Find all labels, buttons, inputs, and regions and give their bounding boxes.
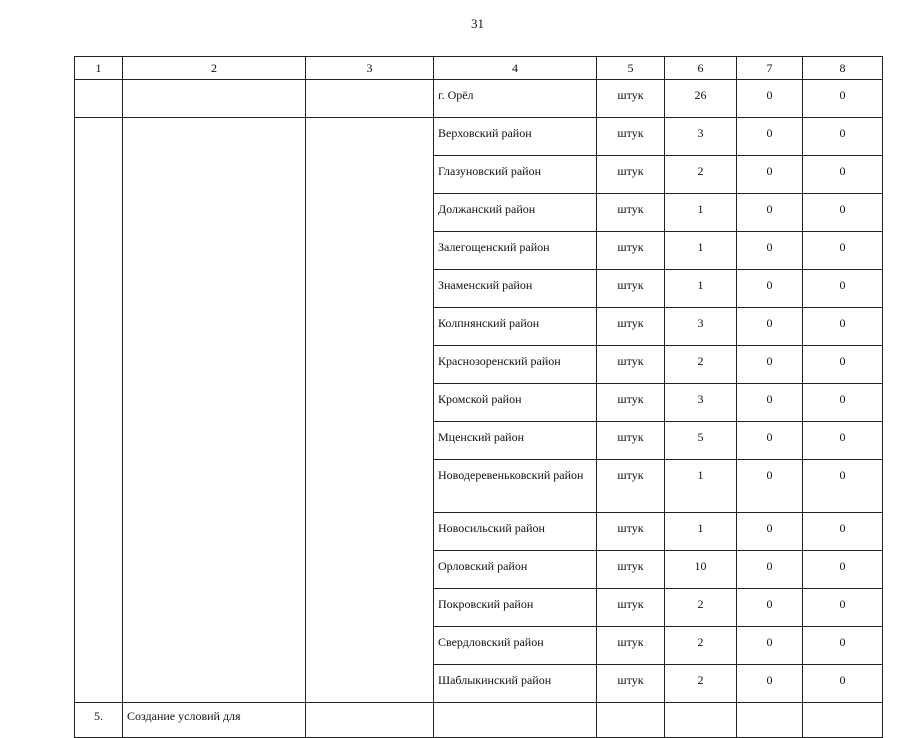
merged-blank-cell	[306, 118, 434, 703]
col8-cell: 0	[803, 118, 883, 156]
unit-cell: штук	[597, 118, 665, 156]
merged-blank-cell	[123, 118, 306, 703]
qty-cell: 2	[665, 156, 737, 194]
col8-cell: 0	[803, 460, 883, 513]
district-cell: Залегощенский район	[434, 232, 597, 270]
col8-cell: 0	[803, 232, 883, 270]
header-cell: 8	[803, 57, 883, 80]
qty-cell: 2	[665, 627, 737, 665]
unit-cell: штук	[597, 551, 665, 589]
unit-cell: штук	[597, 589, 665, 627]
blank-cell	[123, 80, 306, 118]
district-cell: Мценский район	[434, 422, 597, 460]
header-cell: 4	[434, 57, 597, 80]
qty-cell: 1	[665, 194, 737, 232]
qty-cell: 1	[665, 232, 737, 270]
unit-cell: штук	[597, 627, 665, 665]
col7-cell: 0	[737, 551, 803, 589]
qty-cell: 2	[665, 665, 737, 703]
district-cell: Орловский район	[434, 551, 597, 589]
header-cell: 2	[123, 57, 306, 80]
unit-cell: штук	[597, 308, 665, 346]
col8-cell: 0	[803, 551, 883, 589]
blank-cell	[737, 703, 803, 738]
qty-cell: 5	[665, 422, 737, 460]
header-cell: 5	[597, 57, 665, 80]
header-cell: 6	[665, 57, 737, 80]
col7-cell: 0	[737, 422, 803, 460]
unit-cell: штук	[597, 460, 665, 513]
district-cell: Новосильский район	[434, 513, 597, 551]
qty-cell: 2	[665, 589, 737, 627]
qty-cell: 1	[665, 513, 737, 551]
district-cell: Знаменский район	[434, 270, 597, 308]
qty-cell: 26	[665, 80, 737, 118]
qty-cell: 1	[665, 270, 737, 308]
blank-cell	[665, 703, 737, 738]
district-cell: Шаблыкинский район	[434, 665, 597, 703]
col8-cell: 0	[803, 346, 883, 384]
col8-cell: 0	[803, 80, 883, 118]
item-description-cell: Создание условий для	[123, 703, 306, 738]
blank-cell	[75, 80, 123, 118]
district-cell: Верховский район	[434, 118, 597, 156]
col7-cell: 0	[737, 118, 803, 156]
item-number-cell: 5.	[75, 703, 123, 738]
district-cell: Свердловский район	[434, 627, 597, 665]
header-cell: 7	[737, 57, 803, 80]
table-row	[75, 118, 883, 156]
unit-cell: штук	[597, 156, 665, 194]
qty-cell: 3	[665, 384, 737, 422]
header-cell: 3	[306, 57, 434, 80]
col7-cell: 0	[737, 665, 803, 703]
col7-cell: 0	[737, 346, 803, 384]
blank-cell	[306, 703, 434, 738]
qty-cell: 1	[665, 460, 737, 513]
district-cell: Новодеревеньковский район	[434, 460, 597, 513]
unit-cell: штук	[597, 422, 665, 460]
district-cell: Должанский район	[434, 194, 597, 232]
blank-cell	[803, 703, 883, 738]
col8-cell: 0	[803, 308, 883, 346]
col8-cell: 0	[803, 270, 883, 308]
district-cell: Глазуновский район	[434, 156, 597, 194]
col7-cell: 0	[737, 232, 803, 270]
blank-cell	[597, 703, 665, 738]
table-row	[75, 80, 883, 118]
table-row	[75, 703, 883, 738]
header-cell: 1	[75, 57, 123, 80]
col8-cell: 0	[803, 665, 883, 703]
blank-cell	[306, 80, 434, 118]
col8-cell: 0	[803, 422, 883, 460]
col7-cell: 0	[737, 513, 803, 551]
unit-cell: штук	[597, 80, 665, 118]
qty-cell: 3	[665, 308, 737, 346]
col7-cell: 0	[737, 384, 803, 422]
col7-cell: 0	[737, 156, 803, 194]
col7-cell: 0	[737, 589, 803, 627]
unit-cell: штук	[597, 232, 665, 270]
merged-blank-cell	[75, 118, 123, 703]
col8-cell: 0	[803, 513, 883, 551]
header-row	[75, 57, 883, 80]
district-cell: г. Орёл	[434, 80, 597, 118]
unit-cell: штук	[597, 513, 665, 551]
col8-cell: 0	[803, 384, 883, 422]
blank-cell	[434, 703, 597, 738]
col7-cell: 0	[737, 270, 803, 308]
col8-cell: 0	[803, 194, 883, 232]
col7-cell: 0	[737, 194, 803, 232]
qty-cell: 3	[665, 118, 737, 156]
unit-cell: штук	[597, 270, 665, 308]
unit-cell: штук	[597, 384, 665, 422]
qty-cell: 2	[665, 346, 737, 384]
col8-cell: 0	[803, 589, 883, 627]
district-cell: Колпнянский район	[434, 308, 597, 346]
district-cell: Кромской район	[434, 384, 597, 422]
col7-cell: 0	[737, 80, 803, 118]
data-table	[74, 56, 883, 738]
unit-cell: штук	[597, 346, 665, 384]
col7-cell: 0	[737, 460, 803, 513]
col8-cell: 0	[803, 627, 883, 665]
col7-cell: 0	[737, 308, 803, 346]
qty-cell: 10	[665, 551, 737, 589]
page-number: 31	[471, 16, 484, 31]
district-cell: Покровский район	[434, 589, 597, 627]
district-cell: Краснозоренский район	[434, 346, 597, 384]
col8-cell: 0	[803, 156, 883, 194]
unit-cell: штук	[597, 194, 665, 232]
unit-cell: штук	[597, 665, 665, 703]
col7-cell: 0	[737, 627, 803, 665]
